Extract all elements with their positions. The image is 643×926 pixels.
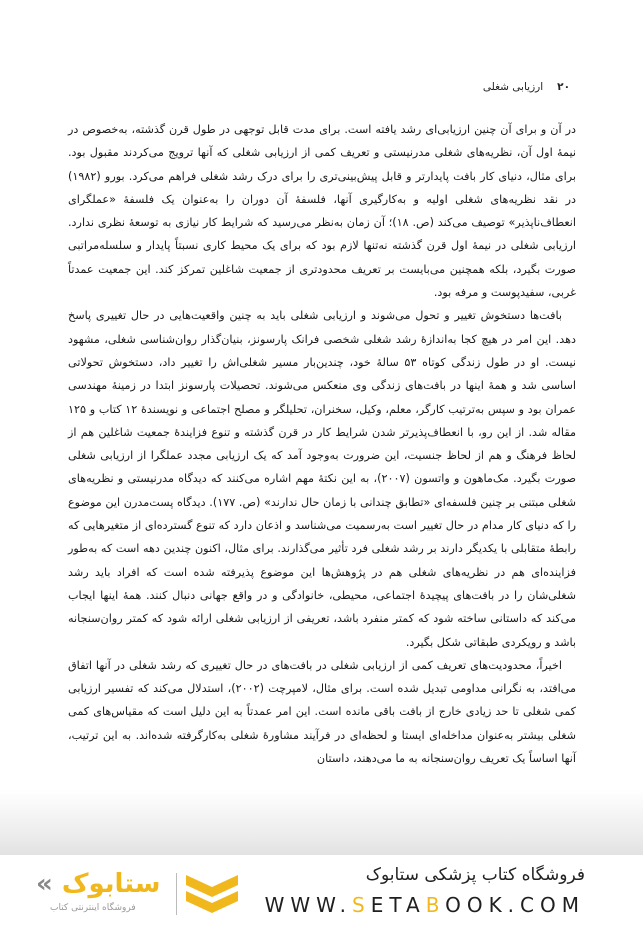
page-number: ۲۰ (557, 81, 570, 93)
running-title: ارزیابی شغلی (482, 81, 544, 93)
paragraph-2: بافت‌ها دستخوش تغییر و تحول می‌شوند و ارزیابی شغلی باید به چنین واقعیت‌هایی در حال تغییری پاسخ دهد. این امر در هیچ کجا به‌اندازهٔ رشد شغلی شخصی فرانک پارسونز، بنیان‌گذار روان‌شناسی شغلی، مشهود نیست. او در طول زندگی کوتاه ۵۳ سالهٔ خود، چندین‌بار مسیر شغلی‌اش را تغییر داد، دستخوش تحولاتی اساسی شد و همهٔ اینها در بافت‌های زندگی وی منعکس می‌شوند. تحصیلات پارسونز ابتدا در زمینهٔ مهندسی عمران بود و سپس به‌ترتیب کارگر، معلم، وکیل، سخنران، تحلیلگر و مصلح اجتماعی و نویسندهٔ ۱۲ کتاب و ۱۲۵ مقاله شد. از این رو، با انعطاف‌پذیرتر شدن شرایط کار در قرن گذشته و تنوع فزایندهٔ جمعیت شاغلین هم از لحاظ فرهنگ و هم از لحاظ جنسیت، این ضرورت به‌وجود آمد که یک ارزیابی مجدد عملگرا از ارزیابی شغلی صورت بگیرد. مک‌ماهون و واتسون (۲۰۰۷)، به این نکتهٔ مهم اشاره می‌کنند که دیدگاه مدرنیستی و نظریه‌های شغلی مبتنی بر چنین فلسفه‌ای «تطابق چندانی با زمان حال ندارند» (ص. ۱۷۷). دیدگاه پست‌مدرن این موضوع را که دنیای کار مدام در حال تغییر است به‌رسمیت می‌شناسد و اذعان دارد که تنوع گسترده‌ای از متغیرهایی که رابطهٔ متقابلی با یکدیگر دارند بر رشد شغلی فرد تأثیر می‌گذارند. برای مثال، اکنون چندین دهه است که به‌طور فزاینده‌ای هم در نظریه‌های شغلی هم در پژوهش‌ها این موضوع پذیرفته شده است که افراد باید رشد شغلی‌شان را در بافت‌های پیچیدهٔ اجتماعی، محیطی، خانوادگی و در واقع جهانی دنبال کنند. همهٔ اینها ایجاب می‌کند که داستانی ساخته شود که کمتر منفرد باشد، تعریفی از ارزیابی شغلی ارائه شود که کمتر روان‌سنجانه باشد و رویکردی طبقاتی شکل بگیرد. (68, 309, 577, 649)
paragraph-3: اخیراً، محدودیت‌های تعریف کمی از ارزیابی شغلی در بافت‌های در حال تغییری که رشد شغلی در آنها اتفاق می‌افتد، به نگرانی مداومی تبدیل شده است. برای مثال، لامپرچت (۲۰۰۲)، استدلال می‌کند که تفسیر ارزیابی کمی شغلی تا حد زیادی خارج از بافت باقی مانده است. این امر عمدتاً به این دلیل است که مقیاس‌های کمی شغلی بیشتر به‌عنوان مداخله‌ای ایستا و لحظه‌ای در فرآیند مشاورهٔ شغلی به‌کارگرفته شده‌اند. به این ترتیب، آنها اساساً یک تعریف روان‌سنجانه به ما می‌دهند، داستان (68, 658, 576, 766)
store-logo[interactable] (36, 869, 236, 919)
logo-wordmark: « ستابوک (36, 869, 161, 899)
logo-subtitle: فروشگاه اینترنتی کتاب (50, 903, 136, 913)
running-head (483, 81, 570, 93)
store-banner (0, 855, 643, 926)
page-bottom-fade (0, 790, 643, 855)
body-text (68, 118, 576, 770)
paragraph-1: در آن و برای آن چنین ارزیابی‌ای رشد یافته است. برای مدت قابل توجهی در طول قرن گذشته، به‌خصوص در نیمهٔ اول آن، نظریه‌های شغلی مدرنیستی و تعریف کمی از ارزیابی شغلی که آنها ترویج می‌کردند مقبول بود. برای مثال، دنیای کار بافت پایدارتر و قابل پیش‌بینی‌تری را برای درک رشد شغلی فراهم می‌کرد. بورو (۱۹۸۲) در نقد نظریه‌های شغلی اولیه و به‌کارگیری آنها، فلسفهٔ آن دوران را به‌عنوان یک فلسفهٔ «عملگرای انعطاف‌ناپذیر» توصیف می‌کند (ص. ۱۸)؛ آن زمان به‌نظر می‌رسید که شرایط کار نیازی به توسعهٔ نظری ندارد. ارزیابی شغلی در نیمهٔ اول قرن گذشته نه‌تنها لازم بود که برای یک محیط کاری نسبتاً پایدار و سلسله‌مراتبی صورت بگیرد، بلکه همچنین می‌بایست بر تعریف محدودتری از جمعیت شاغلین تمرکز کند. این جمعیت عمدتاً غربی، سفیدپوست و مرفه بود. (68, 123, 576, 300)
logo-divider (176, 873, 177, 915)
chevron-logo-icon (186, 871, 238, 917)
store-url[interactable]: WWW.SETABOOK.COM (264, 893, 585, 917)
store-title: فروشگاه کتاب پزشکی ستابوک (365, 865, 585, 885)
